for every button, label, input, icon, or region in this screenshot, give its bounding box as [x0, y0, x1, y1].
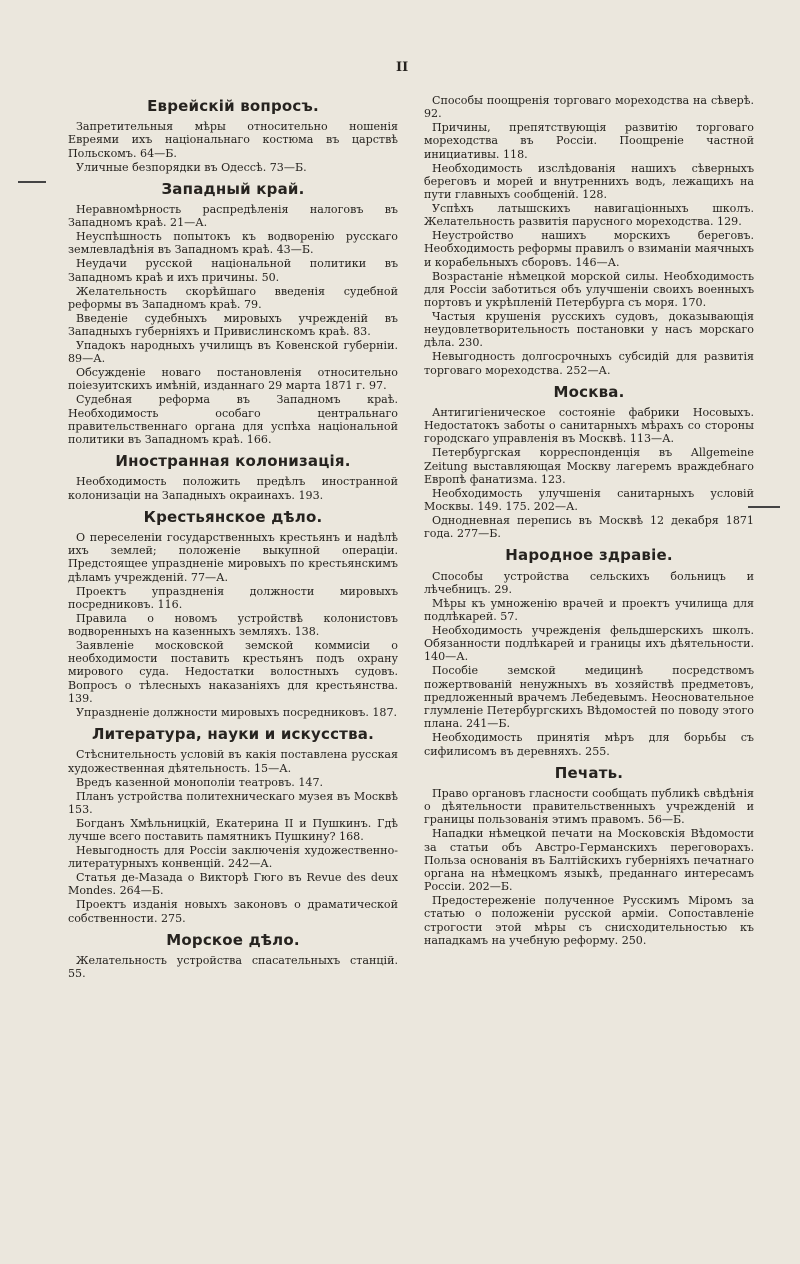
index-entry: Неустройство нашихъ морскихъ береговъ. Необходимость реформы правилъ о взиманіи маячныхъ и корабельныхъ сборовъ. 146—А.: [424, 229, 754, 269]
index-section: [68, 725, 398, 925]
index-entry: Возрастаніе нѣмецкой морской силы. Необходимость для Россіи заботиться объ улучшеніи своихъ военныхъ портовъ и укрѣпленій Петербурга съ моря. 170.: [424, 269, 754, 310]
index-section: [424, 763, 754, 947]
index-entry: Предостереженіе полученное Русскимъ Міромъ за статью о положеніи русской арміи. Сопоставленіе строгости этой мѣры съ снисходительностью къ нападкамъ на учебную реформу. 250.: [424, 894, 754, 947]
index-section: [424, 382, 754, 541]
index-section: [424, 546, 754, 758]
index-entry: Стѣснительность условій въ какія поставлена русская художественная дѣятельность. 15—А.: [68, 748, 398, 775]
left-column: [68, 94, 398, 981]
index-entry: Необходимость принятія мѣръ для борьбы съ сифилисомъ въ деревняхъ. 255.: [424, 731, 754, 758]
section-heading: Народное здравіе.: [505, 546, 673, 565]
index-entry: Неравномѣрность распредѣленія налоговъ въ Западномъ краѣ. 21—А.: [68, 203, 398, 230]
index-entry: Успѣхъ латышскихъ навигаціонныхъ школъ. Желательность развитія парусного мореходства. 129.: [424, 202, 754, 229]
index-entry: Необходимость учрежденія фельдшерскихъ школъ. Обязанности подлѣкарей и границы ихъ дѣятельности. 140—А.: [424, 624, 754, 664]
index-entry: Мѣры къ умноженію врачей и проектъ училища для подлѣкарей. 57.: [424, 596, 754, 624]
section-heading: Москва.: [553, 382, 625, 401]
index-entry: Нападки нѣмецкой печати на Московскія Вѣдомости за статьи объ Австро-Германскихъ переговорахъ. Польза основанія въ Балтійскихъ губерніяхъ печатнаго органа на нѣмецкомъ языкѣ, преданнаго интересамъ Россіи. 202—Б.: [424, 827, 754, 894]
index-entry: Вредъ казенной монополіи театровъ. 147.: [76, 775, 324, 789]
index-entry: Невыгодность для Россіи заключенія художественно-литературныхъ конвенцій. 242—А.: [68, 843, 398, 871]
index-section: [68, 97, 398, 174]
index-section: [68, 507, 398, 719]
section-heading: Печать.: [554, 763, 624, 782]
index-entry: Запретительныя мѣры относительно ношенія Евреями ихъ національнаго костюма въ царствѣ Польскомъ. 64—Б.: [68, 120, 398, 160]
section-heading: Еврейскій вопросъ.: [147, 97, 319, 115]
index-entry: Неудачи русской національной политики въ Западномъ краѣ и ихъ причины. 50.: [68, 257, 398, 284]
index-entry: Статья де-Мазада о Викторѣ Гюго въ Revue des deux Mondes. 264—Б.: [68, 871, 398, 898]
index-entry: Правила о новомъ устройствѣ колонистовъ водворенныхъ на казенныхъ земляхъ. 138.: [68, 611, 398, 639]
index-entry: Уличные безпорядки въ Одессѣ. 73—Б.: [76, 160, 307, 174]
index-entry: Проектъ изданія новыхъ законовъ о драматической собственности. 275.: [68, 898, 398, 925]
index-entry: Проектъ упраздненія должности мировыхъ посредниковъ. 116.: [68, 584, 398, 611]
index-entry: Упадокъ народныхъ училищъ въ Ковенской губерніи. 89—А.: [68, 339, 398, 366]
index-entry: Право органовъ гласности сообщать публикѣ свѣдѣнія о дѣятельности правительственныхъ учрежденій и границы пользованія этимъ правомъ. 56—Б.: [424, 786, 754, 827]
section-heading: Литература, науки и искусства.: [91, 725, 374, 744]
index-entry: Пособіе земской медицинѣ посредствомъ пожертвованій ненужныхъ въ хозяйствѣ предметовъ, предложенный врачемъ Лебедевымъ. Неосновательное глумленіе Петербургскихъ Вѣдомостей по поводу этого плана. 241—Б.: [424, 664, 754, 731]
section-heading: Западный край.: [161, 179, 305, 198]
index-section: [68, 452, 398, 502]
index-entry: Способы поощренія торговаго мореходства на сѣверѣ. 92.: [424, 94, 754, 121]
index-entry: Причины, препятствующія развитію торговаго мореходства въ Россіи. Поощреніе частной инициативы. 118.: [424, 121, 754, 161]
index-section: [424, 94, 754, 377]
index-entry: Введеніе судебныхъ мировыхъ учрежденій въ Западныхъ губерніяхъ и Привислинскомъ краѣ. 83.: [68, 311, 398, 339]
index-entry: Способы устройства сельскихъ больницъ и лѣчебницъ. 29.: [424, 569, 754, 596]
index-entry: Судебная реформа въ Западномъ краѣ. Необходимость особаго центральнаго правительственнаго органа для успѣха національной политики въ Западномъ краѣ. 166.: [68, 393, 398, 447]
index-entry: О переселеніи государственныхъ крестьянъ и надѣлѣ ихъ землей; положеніе выкупной операціи. Предстоящее упраздненіе мировыхъ по крестьянскимъ дѣламъ учрежденій. 77—А.: [68, 531, 398, 584]
page-number: II: [396, 60, 409, 75]
index-entry: Петербургская корреспонденція въ Allgemeine Zeitung выставляющая Москву лагеремъ враждебнаго Европѣ фанатизма. 123.: [424, 446, 754, 486]
index-entry: Однодневная перепись въ Москвѣ 12 декабря 1871 года. 277—Б.: [424, 514, 754, 541]
index-entry: Необходимость улучшенія санитарныхъ условій Москвы. 149. 175. 202—А.: [424, 486, 754, 514]
index-entry: Невыгодность долгосрочныхъ субсидій для развитія торговаго мореходства. 252—А.: [424, 350, 754, 377]
index-entry: Упраздненіе должности мировыхъ посредниковъ. 187.: [76, 705, 398, 719]
margin-mark: [18, 181, 46, 183]
index-entry: Неуспѣшность попытокъ къ водворенію русскаго землевладѣнія въ Западномъ краѣ. 43—Б.: [68, 230, 398, 257]
right-column: [424, 94, 754, 948]
index-section: [68, 179, 398, 447]
section-heading: Иностранная колонизація.: [115, 452, 351, 471]
index-entry: Необходимость положить предѣлъ иностранной колонизаціи на Западныхъ окраинахъ. 193.: [68, 475, 398, 502]
index-entry: Желательность устройства спасательныхъ станцій. 55.: [68, 953, 398, 981]
index-entry: Частыя крушенія русскихъ судовъ, доказывающія неудовлетворительность постановки у насъ морскаго дѣла. 230.: [424, 310, 754, 350]
index-entry: Заявленіе московской земской коммисіи о необходимости поставить крестьянъ подъ охрану мирового суда. Недостатки волостныхъ судовъ. Вопросъ о тѣлесныхъ наказаніяхъ для крестьянства. 139.: [68, 639, 398, 705]
section-heading: Морское дѣло.: [166, 930, 300, 949]
index-entry: Желательность скорѣйшаго введенія судебной реформы въ Западномъ краѣ. 79.: [68, 284, 398, 311]
index-entry: Обсужденіе новаго постановленія относительно поіезуитскихъ имѣній, изданнаго 29 марта 1871 г. 97.: [68, 366, 398, 393]
section-heading: Крестьянское дѣло.: [143, 507, 323, 526]
index-entry: Богданъ Хмѣльницкій, Екатерина II и Пушкинъ. Гдѣ лучше всего поставить памятникъ Пушкину? 168.: [68, 816, 398, 843]
index-entry: Необходимость изслѣдованія нашихъ сѣверныхъ береговъ и морей и внутреннихъ водъ, лежащихъ на пути главныхъ сообщеній. 128.: [424, 161, 754, 202]
index-entry: Планъ устройства политехническаго музея въ Москвѣ 153.: [68, 789, 398, 816]
index-entry: Антигигіеническое состояніе фабрики Носовыхъ. Недостатокъ заботы о санитарныхъ мѣрахъ со стороны городскаго управленія въ Москвѣ. 113—А.: [424, 406, 754, 446]
index-section: [68, 930, 398, 981]
